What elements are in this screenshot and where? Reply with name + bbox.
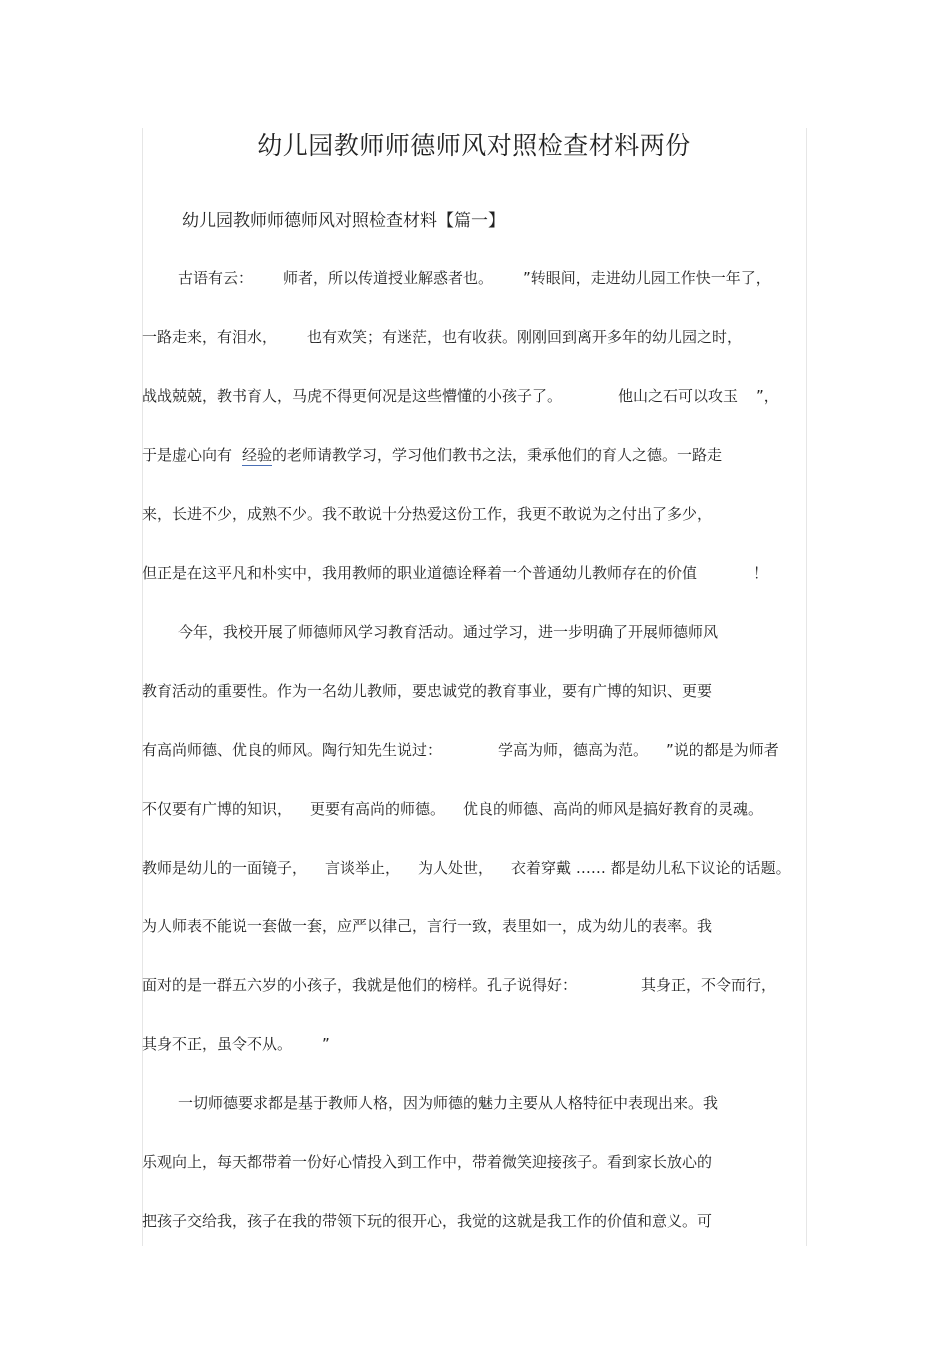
text-line-9: 有高尚师德、优良的师风。陶行知先生说过： 学高为师，德高为范。 ”说的都是为师者 [142,741,779,759]
text-line-3: 战战兢兢，教书育人，马虎不得更何况是这些懵懂的小孩子了。 他山之石可以攻玉 ”， [142,387,779,405]
text-line-6: 但正是在这平凡和朴实中，我用教师的职业道德诠释着一个普通幼儿教师存在的价值 ！ [142,564,769,582]
text-line-7: 今年，我校开展了师德师风学习教育活动。通过学习，进一步明确了开展师德师风 [178,623,719,641]
link-experience[interactable]: 经验 [242,446,273,464]
text-line-16: 乐观向上，每天都带着一份好心情投入到工作中，带着微笑迎接孩子。看到家长放心的 [142,1153,713,1171]
text-line-14: 其身不正，虽令不从。 ” [142,1035,330,1053]
text-line-15: 一切师德要求都是基于教师人格，因为师德的魅力主要从人格特征中表现出来。我 [178,1094,719,1112]
text-line-1: 古语有云： 师者，所以传道授业解惑者也。 ”转眼间，走进幼儿园工作快一年了， [178,269,771,287]
text-line-10: 不仅要有广博的知识， 更要有高尚的师德。 优良的师德、高尚的师风是搞好教育的灵魂。 [142,800,764,818]
text-line-13: 面对的是一群五六岁的小孩子，我就是他们的榜样。孔子说得好： 其身正，不令而行， [142,976,777,994]
text-line-2: 一路走来，有泪水， 也有欢笑；有迷茫，也有收获。刚刚回到离开多年的幼儿园之时， [142,328,743,346]
text-line-17: 把孩子交给我，孩子在我的带领下玩的很开心，我觉的这就是我工作的价值和意义。可 [142,1212,713,1230]
text-line-8: 教育活动的重要性。作为一名幼儿教师，要忠诚党的教育事业，要有广博的知识、更要 [142,682,713,700]
text-line-11: 教师是幼儿的一面镜子， 言谈举止， 为人处世， 衣着穿戴 …… 都是幼儿私下议论的话题。 [142,859,791,877]
text-line-4: 于是虚心向有 经验的老师请教学习，学习他们教书之法，秉承他们的育人之德。一路走 [142,446,723,464]
text-line-5: 来，长进不少，成熟不少。我不敢说十分热爱这份工作，我更不敢说为之付出了多少， [142,505,713,523]
text-line-12: 为人师表不能说一套做一套，应严以律己，言行一致，表里如一，成为幼儿的表率。我 [142,917,713,935]
document-title: 幼儿园教师师德师风对照检查材料两份 [257,131,691,160]
page-border-right [806,128,807,1246]
section-heading: 幼儿园教师师德师风对照检查材料【篇一】 [182,211,505,231]
